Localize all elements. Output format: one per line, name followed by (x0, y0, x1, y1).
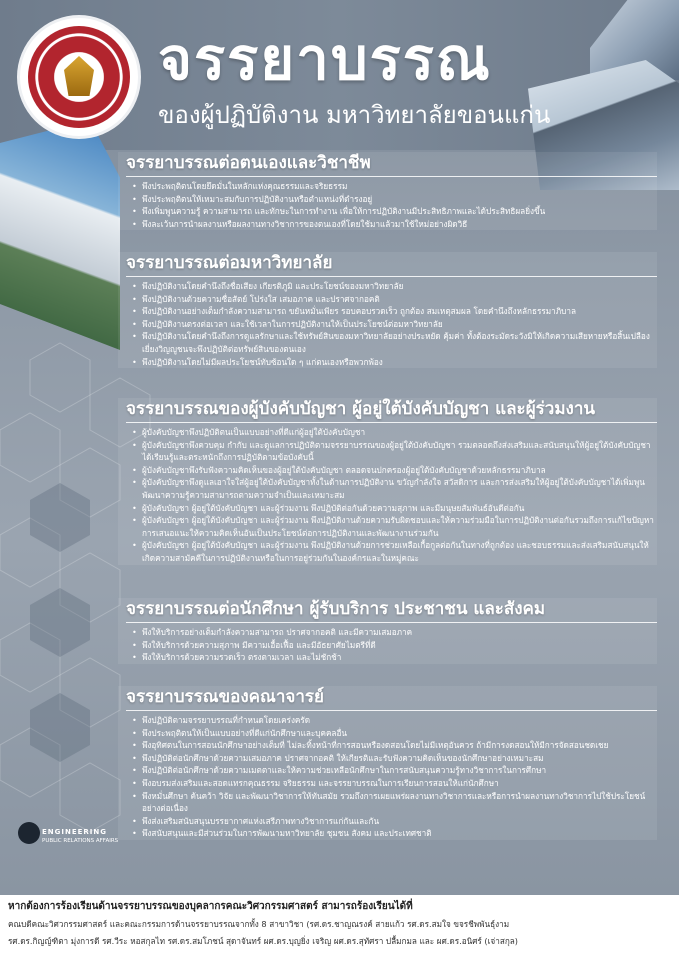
list-item: • พึงสนับสนุนและมีส่วนร่วมในการพัฒนามหาวิทยาลัย ชุมชน สังคม และประเทศชาติ (142, 827, 657, 840)
section-faculty (118, 686, 657, 840)
list-item: • พึงประพฤติตนโดยยึดมั่นในหลักแห่งคุณธรรมและจริยธรรม (142, 180, 657, 193)
page-title: จรรยาบรรณ (158, 25, 492, 93)
list-item: • พึงปฏิบัติงานตรงต่อเวลา และใช้เวลาในการปฏิบัติงานให้เป็นประโยชน์ต่อมหาวิทยาลัย (142, 318, 657, 331)
list-item: • พึงประพฤติตนให้เป็นแบบอย่างที่ดีแก่นักศึกษาและบุคคลอื่น (142, 727, 657, 740)
pr-logo-line1: ENGINEERING (42, 828, 108, 836)
page-subtitle: ของผู้ปฏิบัติงาน มหาวิทยาลัยขอนแก่น (158, 101, 551, 129)
list-item: • พึงปฏิบัติงานโดยคำนึงถึงการดูแลรักษาและใช้ทรัพย์สินของมหาวิทยาลัยอย่างประหยัด คุ้มค่า ทั้งต้องระมัดระวังมิให้เกิดความเสียหายหรือสิ้นเปลืองเยี่ยงวิญญูชนจะพึงปฏิบัติต่อทรัพย์สินของตนเอง (142, 330, 657, 355)
section-title: จรรยาบรรณของคณาจารย์ (126, 686, 657, 711)
complaint-contact (0, 895, 679, 960)
section-university (118, 252, 657, 368)
section-title: จรรยาบรรณต่อนักศึกษา ผู้รับบริการ ประชาชน และสังคม (126, 598, 657, 623)
pr-affairs-logo (18, 822, 119, 872)
list-item: • พึงหมั่นศึกษา ค้นคว้า วิจัย และพัฒนาวิชาการให้ทันสมัย รวมถึงการเผยแพร่ผลงานทางวิชาการและหรือการนำผลงานทางวิชาการไปใช้ประโยชน์อย่างต่อเนื่อง (142, 790, 657, 815)
kku-engineering-seal-icon (20, 18, 138, 136)
section-list (118, 180, 657, 230)
list-item: • พึงปฏิบัติต่อนักศึกษาด้วยความเมตตาและให้ความช่วยเหลือนักศึกษาในการสนับสนุนความรู้ทางวิชาการในการศึกษา (142, 764, 657, 777)
list-item: • ผู้บังคับบัญชาพึงปฏิบัติตนเป็นแบบอย่างที่ดีแก่ผู้อยู่ใต้บังคับบัญชา (142, 426, 657, 439)
section-list (118, 626, 657, 664)
list-item: • พึงอุทิศตนในการสอนนักศึกษาอย่างเต็มที่ ไม่ละทิ้งหน้าที่การสอนหรืองดสอนโดยไม่มีเหตุอันควร ถ้ามีการงดสอนให้มีการจัดสอนชดเชย (142, 739, 657, 752)
section-list (118, 714, 657, 840)
pr-logo-line2: PUBLIC RELATIONS AFFAIRS (42, 838, 119, 844)
list-item: • ผู้บังคับบัญชาพึงดูแลเอาใจใส่ผู้อยู่ใต้บังคับบัญชาทั้งในด้านการปฏิบัติงาน ขวัญกำลังใจ สวัสดิการ และการส่งเสริมให้ผู้อยู่ใต้บังคับบัญชาได้เพิ่มพูนพัฒนาความรู้ความสามารถตามความจำเป็นและเหมาะสม (142, 476, 657, 501)
list-item: • ผู้บังคับบัญชาพึงควบคุม กำกับ และดูแลการปฏิบัติตามจรรยาบรรณของผู้อยู่ใต้บังคับบัญชา รวมตลอดถึงส่งเสริมและสนับสนุนให้ผู้อยู่ใต้บังคับบัญชาได้เรียนรู้และตระหนักถึงการปฏิบัติตามข้อบังคับนี้ (142, 439, 657, 464)
list-item: • พึงละเว้นการนำผลงานหรือผลงานทางวิชาการของตนเองที่โดยใช้มาแล้วมาใช้ใหม่อย่างผิดวิธี (142, 218, 657, 231)
list-item: • ผู้บังคับบัญชา ผู้อยู่ใต้บังคับบัญชา และผู้ร่วมงาน พึงปฏิบัติงานด้วยการช่วยเหลือเกื้อกูลต่อกันในทางที่ถูกต้อง และชอบธรรมและส่งเสริมสนับสนุนให้เกิดความสามัคคีในการปฏิบัติงานหรือในการอยู่ร่วมกันในองค์กรและในหมู่คณะ (142, 539, 657, 564)
list-item: • พึงประพฤติตนให้เหมาะสมกับการปฏิบัติงานหรือตำแหน่งที่ดำรงอยู่ (142, 193, 657, 206)
list-item: • พึงให้บริการอย่างเต็มกำลังความสามารถ ปราศจากอคติ และมีความเสมอภาค (142, 626, 657, 639)
committee-line-2: รศ.ดร.กิญญ์ฑิตา มุ่งการดี รศ.วีระ หอสกุลไท รศ.ดร.สมโภชน์ สุดาจันทร์ ผศ.ดร.บุญยิ่ง เจริญ ผศ.ดร.สุทัศรา ปลื้มกมล และ ผศ.ดร.อนิศร์ (เจ่าสกุล) (8, 936, 518, 946)
section-title: จรรยาบรรณของผู้บังคับบัญชา ผู้อยู่ใต้บังคับบัญชา และผู้ร่วมงาน (126, 398, 657, 423)
list-item: • พึงส่งเสริมสนับสนุนบรรยากาศแห่งเสรีภาพทางวิชาการแก่กันและกัน (142, 815, 657, 828)
list-item: • พึงปฏิบัติต่อนักศึกษาด้วยความเสมอภาค ปราศจากอคติ ให้เกียรติและรับฟังความคิดเห็นของนักศึกษาอย่างเหมาะสม (142, 752, 657, 765)
section-self-profession (118, 152, 657, 230)
section-title: จรรยาบรรณต่อตนเองและวิชาชีพ (126, 152, 657, 177)
complaint-heading: หากต้องการร้องเรียนด้านจรรยาบรรณของบุคลากรคณะวิศวกรรมศาสตร์ สามารถร้องเรียนได้ที่ (8, 901, 413, 912)
pr-logo-icon (18, 822, 40, 844)
list-item: • พึงปฏิบัติงานอย่างเต็มกำลังความสามารถ ขยันหมั่นเพียร รอบคอบรวดเร็ว ถูกต้อง สมเหตุสมผล โดยคำนึงถึงหลักธรรมาภิบาล (142, 305, 657, 318)
list-item: • พึงปฏิบัติงานด้วยความซื่อสัตย์ โปร่งใส เสมอภาค และปราศจากอคติ (142, 293, 657, 306)
list-item: • พึงปฏิบัติงานโดยคำนึงถึงชื่อเสียง เกียรติภูมิ และประโยชน์ของมหาวิทยาลัย (142, 280, 657, 293)
list-item: • พึงปฏิบัติงานโดยไม่มีผลประโยชน์ทับซ้อนใด ๆ แก่ตนเองหรือพวกพ้อง (142, 356, 657, 369)
list-item: • ผู้บังคับบัญชา ผู้อยู่ใต้บังคับบัญชา และผู้ร่วมงาน พึงปฏิบัติต่อกันด้วยความสุภาพ และมีมนุษยสัมพันธ์อันดีต่อกัน (142, 502, 657, 515)
list-item: • ผู้บังคับบัญชา ผู้อยู่ใต้บังคับบัญชา และผู้ร่วมงาน พึงปฏิบัติงานด้วยความรับผิดชอบและให้ความร่วมมือในการปฏิบัติงานต่อกันรวมถึงการแก้ไขปัญหา การเสนอแนะให้ความคิดเห็นอันเป็นประโยชน์ต่อการปฏิบัติงานและพัฒนางานร่วมกัน (142, 514, 657, 539)
section-supervisors-colleagues (118, 398, 657, 565)
section-list (118, 426, 657, 565)
section-title: จรรยาบรรณต่อมหาวิทยาลัย (126, 252, 657, 277)
section-students-public (118, 598, 657, 664)
list-item: • พึงอบรมส่งเสริมและสอดแทรกคุณธรรม จริยธรรม และจรรยาบรรณในการเรียนการสอนให้แก่นักศึกษา (142, 777, 657, 790)
list-item: • พึงให้บริการด้วยความสุภาพ มีความเอื้อเฟื้อ และมีอัธยาศัยไมตรีที่ดี (142, 639, 657, 652)
list-item: • ผู้บังคับบัญชาพึงรับฟังความคิดเห็นของผู้อยู่ใต้บังคับบัญชา ตลอดจนปกครองผู้อยู่ใต้บังคับบัญชาด้วยหลักธรรมาภิบาล (142, 464, 657, 477)
section-list (118, 280, 657, 368)
list-item: • พึงเพิ่มพูนความรู้ ความสามารถ และทักษะในการทำงาน เพื่อให้การปฏิบัติงานมีประสิทธิภาพและได้ประสิทธิผลยิ่งขึ้น (142, 205, 657, 218)
committee-line-1: คณบดีคณะวิศวกรรมศาสตร์ และคณะกรรมการด้านจรรยาบรรณจากทั้ง 8 สาขาวิชา (รศ.ดร.ชาญณรงค์ สายแก้ว รศ.ดร.สมใจ ขจรชีพพันธุ์งาม (8, 919, 510, 929)
list-item: • พึงให้บริการด้วยความรวดเร็ว ตรงตามเวลา และไม่ชักช้า (142, 651, 657, 664)
list-item: • พึงปฏิบัติตามจรรยาบรรณที่กำหนดโดยเคร่งครัด (142, 714, 657, 727)
